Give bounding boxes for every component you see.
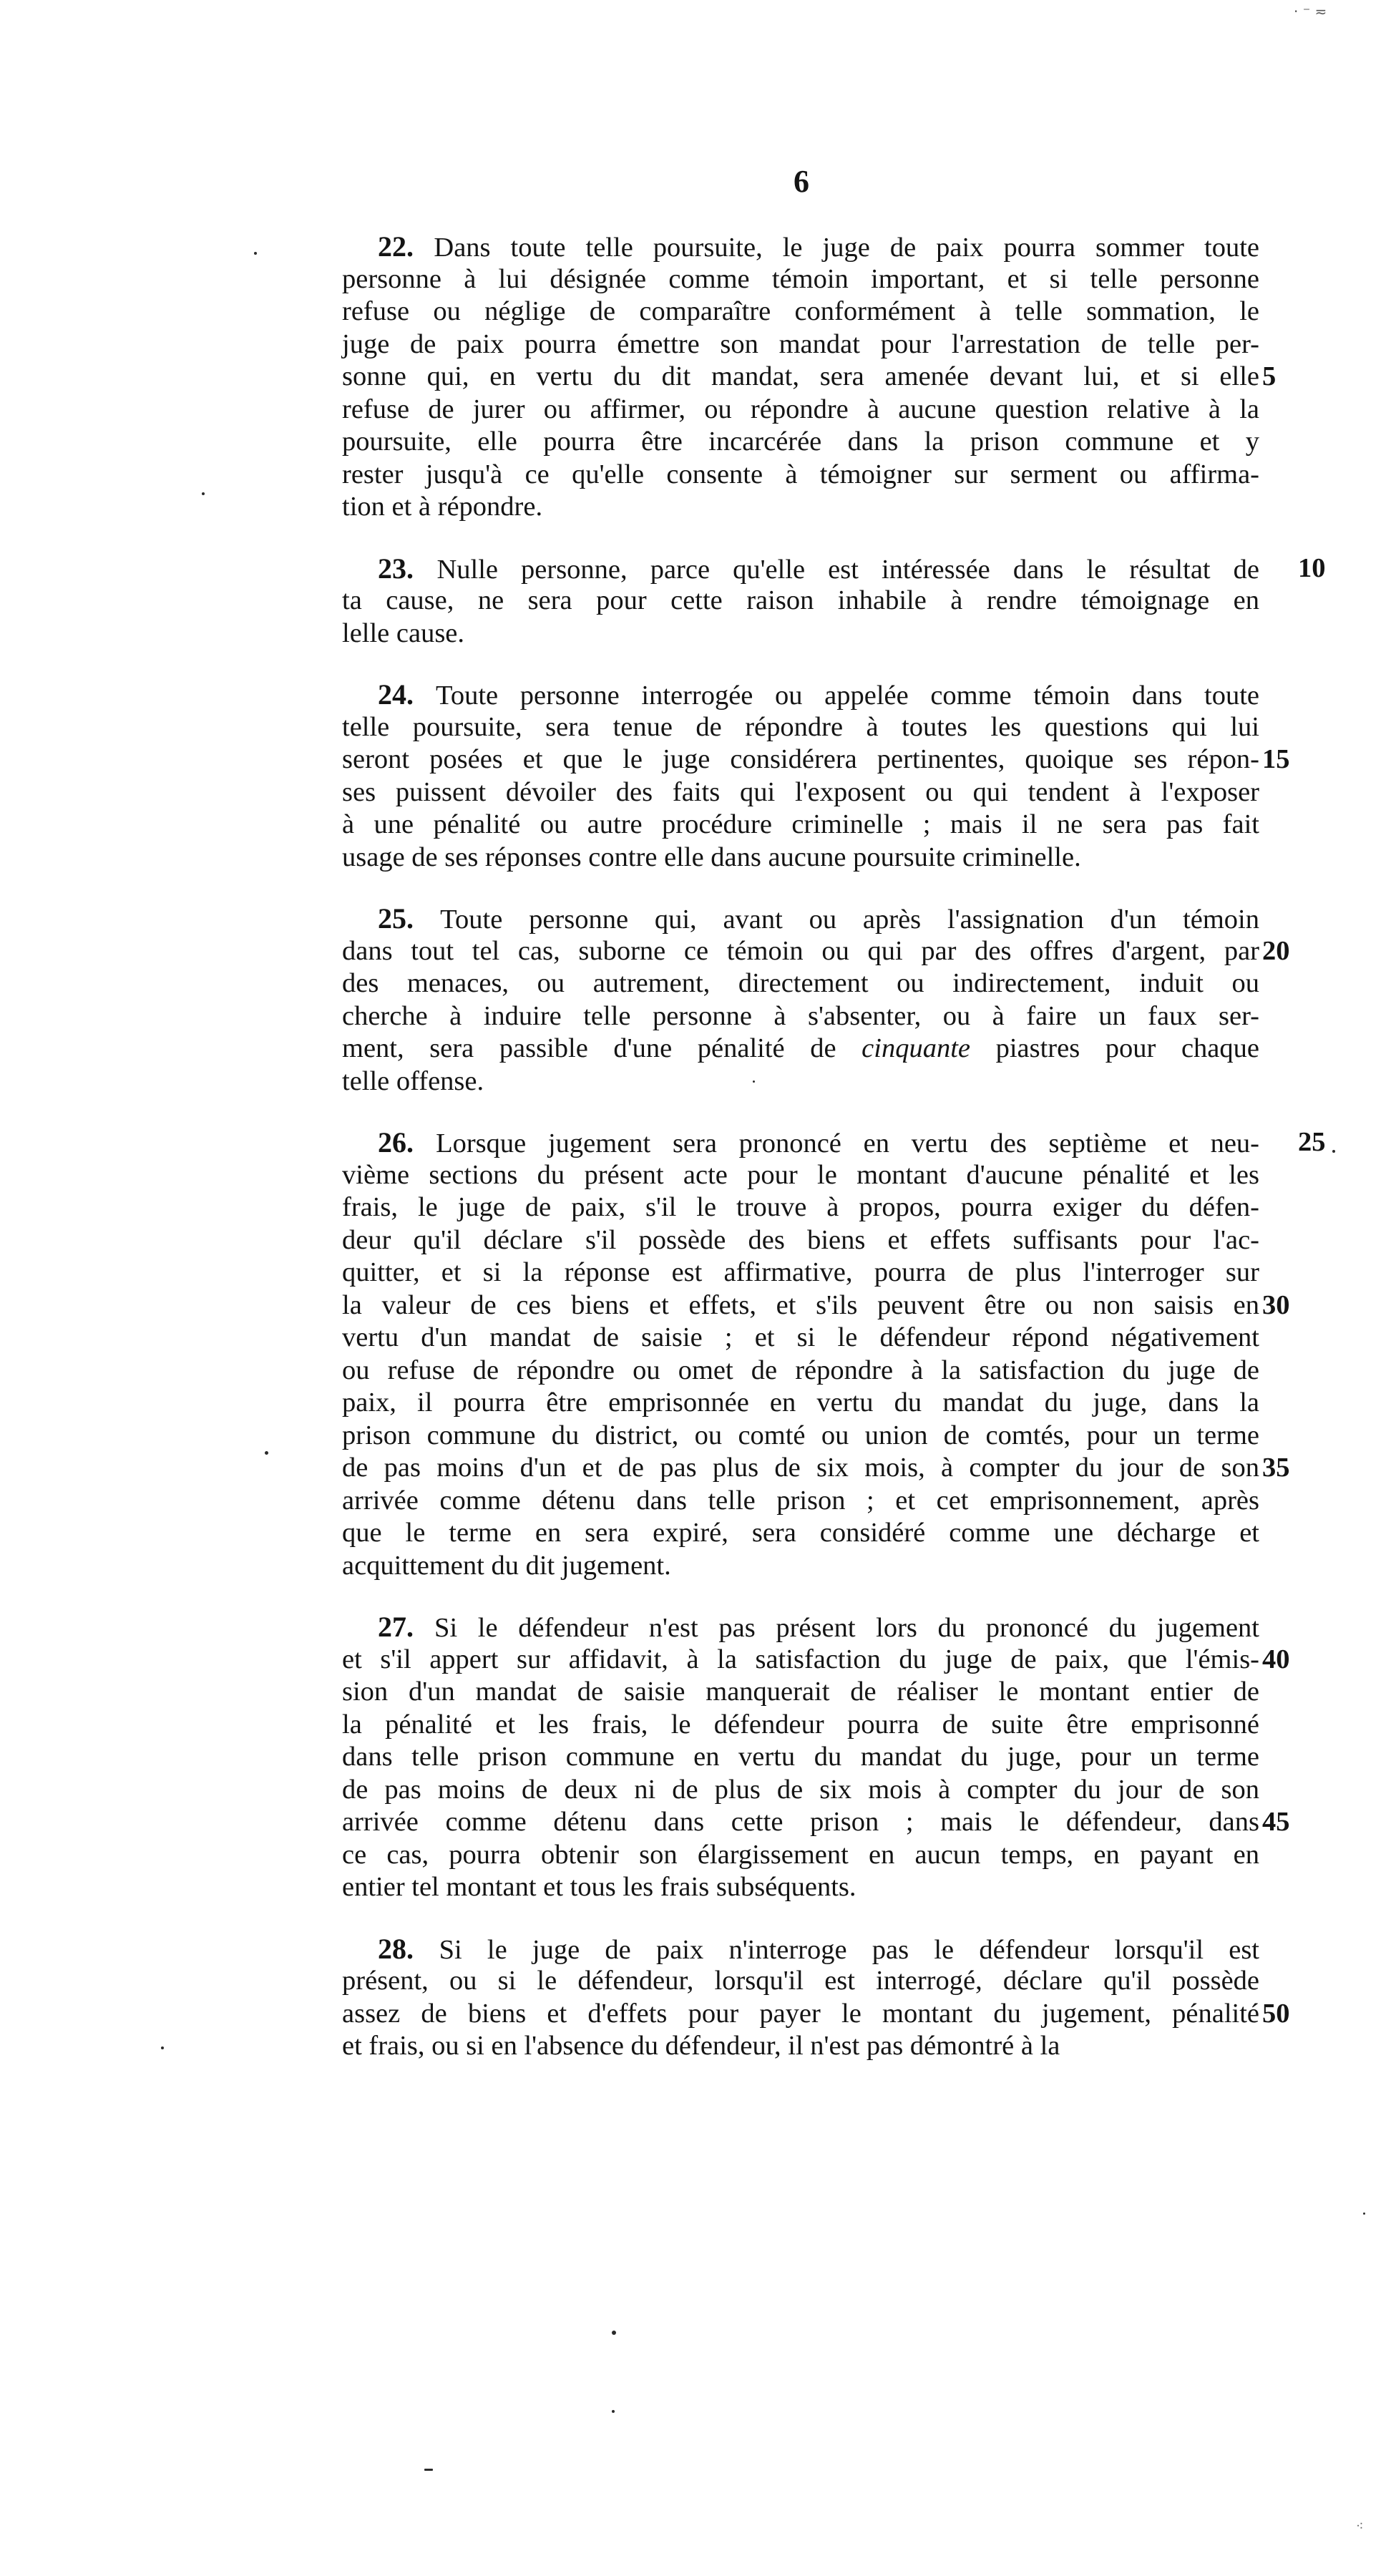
section-23: [342, 552, 1326, 650]
text-line: [342, 1774, 1259, 1807]
scan-speck: [265, 1451, 268, 1455]
margin-line-number: 25: [1298, 1127, 1326, 1157]
scan-corner-mark: ⁖: [1356, 2519, 1364, 2534]
section-number: 23.: [378, 552, 437, 585]
text-line: [342, 1420, 1259, 1453]
text-line: [342, 328, 1259, 361]
line-text: assez de biens et d'effets pour payer le montant du jugement, pénalité: [342, 1998, 1259, 2029]
section-number: 28.: [378, 1932, 439, 1965]
text-line: [342, 296, 1259, 328]
scan-corner-mark: · ⁻ ≂: [1294, 3, 1327, 20]
text-line: [342, 1933, 1259, 1966]
text-line: [342, 263, 1259, 296]
text-line: [342, 1871, 1259, 1904]
line-text: la valeur de ces biens et effets, et s'ils peuvent être ou non saisis en: [342, 1289, 1259, 1320]
text-line: [342, 1676, 1259, 1709]
line-text: refuse de jurer ou affirmer, ou répondre à aucune question relative à la: [342, 394, 1259, 424]
text-line: [342, 678, 1259, 711]
text-line: [342, 1839, 1259, 1872]
line-text: Toute personne qui, avant ou après l'assignation d'un témoin: [440, 904, 1260, 935]
line-text: frais, le juge de paix, s'il le trouve à propos, pourra exiger du défen-: [342, 1192, 1259, 1222]
margin-line-number: 20: [1262, 935, 1290, 966]
line-text: présent, ou si le défendeur, lorsqu'il est interrogé, déclare qu'il possède: [342, 1966, 1259, 1996]
text-line: [342, 361, 1277, 394]
text-line: [342, 967, 1259, 1000]
line-text: arrivée comme détenu dans cette prison ; mais le défendeur, dans: [342, 1807, 1259, 1837]
section-26: [342, 1126, 1326, 1582]
text-line: [342, 1191, 1259, 1224]
margin-line-number: 30: [1262, 1289, 1290, 1320]
text-line: [342, 1289, 1290, 1322]
scan-speck: [1363, 2212, 1365, 2215]
scan-speck: [161, 2046, 164, 2049]
text-line: [342, 1159, 1259, 1192]
text-line: [342, 711, 1259, 744]
text-line: [342, 1741, 1259, 1774]
text-line: [342, 1452, 1290, 1485]
section-27: [342, 1611, 1290, 1904]
text-line: [342, 1998, 1290, 2031]
line-text: Lorsque jugement sera prononcé en vertu des septième et neu-: [436, 1128, 1259, 1158]
line-text: Dans toute telle poursuite, le juge de paix pourra sommer toute: [434, 233, 1260, 263]
margin-line-number: 40: [1262, 1644, 1290, 1674]
text-line: [342, 459, 1259, 492]
text-line: [342, 1517, 1259, 1550]
line-text: entier tel montant et tous les frais subséquents.: [342, 1872, 856, 1902]
line-text: que le terme en sera expiré, sera considéré comme une décharge et: [342, 1518, 1259, 1548]
line-text: cherche à induire telle personne à s'absenter, ou à faire un faux ser-: [342, 1000, 1259, 1031]
text-line: [342, 394, 1259, 426]
scan-speck: [1332, 1150, 1335, 1153]
text-line: [342, 776, 1259, 809]
margin-line-number: 50: [1262, 1998, 1290, 2029]
line-text: juge de paix pourra émettre son mandat pour l'arrestation de telle per-: [342, 328, 1259, 359]
line-text: rester jusqu'à ce qu'elle consente à témoigner sur serment ou affirma-: [342, 459, 1259, 489]
text-line: [342, 230, 1259, 263]
margin-line-number: 5: [1262, 361, 1277, 391]
line-text: deur qu'il déclare s'il possède des biens et effets suffisants pour l'ac-: [342, 1224, 1259, 1255]
text-line: [342, 935, 1290, 968]
line-text: seront posées et que le juge considérera pertinentes, quoique ses répon-: [342, 744, 1259, 774]
line-text: personne à lui désignée comme témoin important, et si telle personne: [342, 263, 1259, 294]
line-text: ment, sera passible d'une pénalité de cinquante piastres pour chaque: [342, 1033, 1259, 1063]
section-25: [342, 902, 1290, 1098]
text-line: [342, 1965, 1259, 1998]
text-line: [342, 902, 1259, 935]
section-22: [342, 230, 1277, 524]
scan-speck: [202, 492, 205, 495]
line-text: de pas moins de deux ni de plus de six mois à compter du jour de son: [342, 1774, 1259, 1805]
text-line: [342, 1806, 1290, 1839]
margin-line-number: 35: [1262, 1453, 1290, 1483]
line-text: vertu d'un mandat de saisie ; et si le défendeur répond négativement: [342, 1322, 1259, 1352]
text-line: [342, 1126, 1326, 1159]
section-28: [342, 1932, 1290, 2063]
text-line: [342, 1550, 1259, 1583]
text-line: [342, 585, 1259, 618]
text-line: [342, 1224, 1259, 1257]
line-text: dans tout tel cas, suborne ce témoin ou qui par des offres d'argent, par: [342, 935, 1259, 966]
line-text: et frais, ou si en l'absence du défendeur, il n'est pas démontré à la: [342, 2031, 1060, 2061]
text-line: [342, 491, 1259, 524]
line-text: telle offense.: [342, 1065, 484, 1096]
line-text: Si le défendeur n'est pas présent lors du prononcé du jugement: [434, 1613, 1260, 1643]
section-number: 27.: [378, 1611, 435, 1643]
text-line: [342, 1257, 1259, 1289]
scan-speck: [254, 252, 257, 255]
line-text: sonne qui, en vertu du dit mandat, sera amenée devant lui, et si elle: [342, 361, 1259, 391]
margin-line-number: 15: [1262, 744, 1290, 774]
section-number: 25.: [378, 902, 441, 935]
margin-line-number: 10: [1298, 552, 1326, 583]
line-text: ce cas, pourra obtenir son élargissement en aucun temps, en payant en: [342, 1839, 1259, 1870]
page-number: 6: [794, 164, 809, 199]
line-text: paix, il pourra être emprisonnée en vertu du mandat du juge, dans la: [342, 1387, 1259, 1418]
line-text: arrivée comme détenu dans telle prison ; et cet emprisonnement, après: [342, 1485, 1259, 1516]
line-text: quitter, et si la réponse est affirmative, pourra de plus l'interroger sur: [342, 1257, 1259, 1287]
line-text: refuse ou néglige de comparaître conformément à telle sommation, le: [342, 296, 1259, 326]
line-text: ta cause, ne sera pour cette raison inhabile à rendre témoignage en: [342, 585, 1259, 615]
text-line: [342, 1033, 1259, 1065]
text-line: [342, 1065, 1259, 1098]
scan-speck: [612, 2331, 616, 2335]
text-column: [342, 230, 1326, 2092]
text-line: [342, 1387, 1259, 1420]
line-text: Toute personne interrogée ou appelée comme témoin dans toute: [436, 680, 1259, 711]
line-text: usage de ses réponses contre elle dans aucune poursuite criminelle.: [342, 841, 1081, 872]
scan-speck: [424, 2469, 433, 2471]
line-text: ses puissent dévoiler des faits qui l'exposent ou qui tendent à l'exposer: [342, 776, 1259, 807]
section-24: [342, 678, 1290, 874]
scan-speck: [753, 1080, 755, 1083]
line-text: vième sections du présent acte pour le montant d'aucune pénalité et les: [342, 1159, 1259, 1190]
section-number: 26.: [378, 1126, 436, 1158]
text-line: [342, 1644, 1290, 1677]
text-line: [342, 743, 1290, 776]
line-text: sion d'un mandat de saisie manquerait de réaliser le montant entier de: [342, 1677, 1259, 1707]
text-line: [342, 1322, 1259, 1355]
line-text: Nulle personne, parce qu'elle est intéressée dans le résultat de: [436, 554, 1260, 585]
line-text: des menaces, ou autrement, directement ou indirectement, induit ou: [342, 968, 1259, 998]
text-line: [342, 1000, 1259, 1033]
line-text: acquittement du dit jugement.: [342, 1550, 671, 1581]
line-text: lelle cause.: [342, 618, 465, 648]
text-line: [342, 552, 1326, 585]
text-line: [342, 426, 1259, 459]
line-text: tion et à répondre.: [342, 492, 543, 522]
text-line: [342, 2030, 1259, 2063]
text-line: [342, 1611, 1259, 1644]
line-text: prison commune du district, ou comté ou union de comtés, pour un terme: [342, 1420, 1259, 1450]
line-text: la pénalité et les frais, le défendeur pourra de suite être emprisonné: [342, 1709, 1259, 1740]
line-text: de pas moins d'un et de pas plus de six mois, à compter du jour de son: [342, 1453, 1259, 1483]
section-number: 22.: [378, 230, 434, 263]
line-text: ou refuse de répondre ou omet de répondre à la satisfaction du juge de: [342, 1355, 1259, 1385]
text-line: [342, 1355, 1259, 1387]
scan-speck: [612, 2410, 615, 2413]
line-text: et s'il appert sur affidavit, à la satisfaction du juge de paix, que l'émis-: [342, 1644, 1259, 1674]
text-line: [342, 1709, 1259, 1742]
line-text: Si le juge de paix n'interroge pas le défendeur lorsqu'il est: [439, 1934, 1260, 1965]
section-number: 24.: [378, 678, 436, 711]
text-line: [342, 618, 1259, 650]
line-text: poursuite, elle pourra être incarcérée dans la prison commune et y: [342, 426, 1259, 457]
line-text: à une pénalité ou autre procédure criminelle ; mais il ne sera pas fait: [342, 809, 1259, 839]
margin-line-number: 45: [1262, 1807, 1290, 1837]
text-line: [342, 1485, 1259, 1518]
line-text: dans telle prison commune en vertu du mandat du juge, pour un terme: [342, 1742, 1259, 1772]
text-line: [342, 841, 1259, 874]
line-text: telle poursuite, sera tenue de répondre à toutes les questions qui lui: [342, 711, 1259, 742]
text-line: [342, 809, 1259, 841]
